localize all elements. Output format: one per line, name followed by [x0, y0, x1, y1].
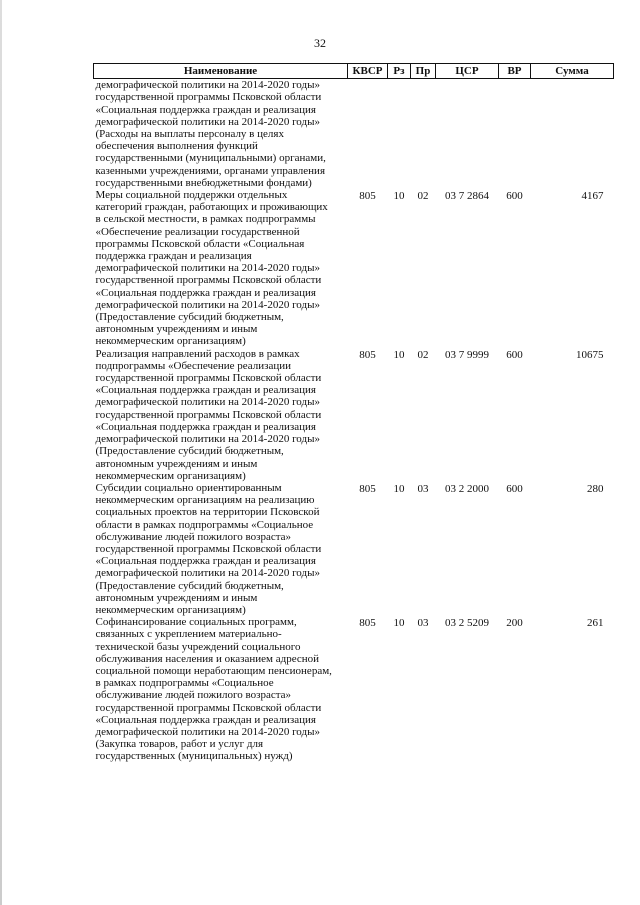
- page-number: 32: [314, 36, 326, 50]
- row-kvsr: 805: [359, 348, 376, 361]
- header-rz: Рз: [388, 64, 411, 79]
- header-csr: ЦСР: [436, 64, 499, 79]
- row-name: Меры социальной поддержки отдельных категорий граждан, работающих и проживающих в сельской местности, в рамках подпрограммы «Обеспечение реализации государственной программы Псковской области «Социальная поддержка граждан и реализация демографической политики на 2014-2020 годы» государственной программы Псковской области «Социальная поддержка граждан и реализация демографической политики на 2014-2020 годы» (Предоставление субсидий бюджетным, автономным учреждениям и иным некоммерческим организациям): [95, 189, 328, 348]
- header-kvsr: КВСР: [348, 64, 388, 79]
- row-csr: 03 2 5209: [445, 617, 489, 630]
- row-rz: [388, 79, 411, 189]
- row-vr: 600: [506, 190, 523, 203]
- header-pr: Пр: [411, 64, 436, 79]
- row-name: демографической политики на 2014-2020 годы» государственной программы Псковской области «Социальная поддержка граждан и реализация демографической политики на 2014-2020 годы» (Расходы на выплаты персоналу в целях обеспечения выполнения функций государственными (муниципальными) органами, казенными учреждениями, органами управления государственными внебюджетными фондами): [95, 79, 326, 189]
- row-kvsr: [348, 79, 388, 189]
- row-sum: 280: [587, 482, 604, 495]
- row-csr: 03 7 9999: [445, 348, 489, 361]
- header-vr: ВР: [499, 64, 531, 79]
- row-kvsr: 805: [359, 190, 376, 203]
- table-header: [94, 64, 614, 79]
- table-row: [94, 189, 614, 348]
- row-csr: 03 7 2864: [445, 190, 489, 203]
- row-sum: 261: [587, 617, 604, 630]
- row-name: Субсидии социально ориентированным некоммерческим организациям на реализацию социальных проектов на территории Псковской области в рамках подпрограммы «Социальное обслуживание людей пожилого возраста» государственной программы Псковской области «Социальная поддержка граждан и реализация демографической политики на 2014-2020 годы» (Предоставление субсидий бюджетным, автономным учреждениям и иным некоммерческим организациям): [95, 481, 322, 616]
- row-pr: 03: [417, 482, 429, 495]
- row-csr: [436, 79, 499, 189]
- row-name: Реализация направлений расходов в рамках подпрограммы «Обеспечение реализации государственной программы Псковской области «Социальная поддержка граждан и реализация демографической политики на 2014-2020 годы» государственной программы Псковской области «Социальная поддержка граждан и реализация демографической политики на 2014-2020 годы» (Предоставление субсидий бюджетным, автономным учреждениям и иным некоммерческим организациям): [95, 347, 322, 482]
- row-vr: 200: [506, 617, 523, 630]
- header-name: Наименование: [94, 64, 348, 79]
- row-kvsr: 805: [359, 482, 376, 495]
- table-row: [94, 79, 614, 189]
- header-sum: Сумма: [531, 64, 614, 79]
- row-rz: 10: [393, 617, 405, 630]
- row-rz: 10: [393, 190, 405, 203]
- table-body: [94, 79, 614, 763]
- row-pr: 02: [417, 348, 429, 361]
- row-csr: 03 2 2000: [445, 482, 489, 495]
- row-rz: 10: [393, 348, 405, 361]
- row-name: Софинансирование социальных программ, связанных с укреплением материально- технической базы учреждений социального обслуживания населения и оказанием адресной социальной помощи неработающим пенсионерам, в рамках подпрограммы «Социальное обслуживание людей пожилого возраста» государственной программы Псковской области «Социальная поддержка граждан и реализация демографической политики на 2014-2020 годы» (Закупка товаров, работ и услуг для государственных (муниципальных) нужд): [95, 616, 332, 763]
- row-vr: [499, 79, 531, 189]
- row-kvsr: 805: [359, 617, 376, 630]
- row-vr: 600: [506, 482, 523, 495]
- row-sum: [531, 79, 614, 189]
- row-vr: 600: [506, 348, 523, 361]
- row-sum: 4167: [581, 190, 604, 203]
- row-pr: 03: [417, 617, 429, 630]
- budget-table: [93, 63, 614, 763]
- table-row: [94, 348, 614, 482]
- row-pr: [411, 79, 436, 189]
- table-row: [94, 482, 614, 616]
- table-row: [94, 616, 614, 762]
- row-sum: 10675: [576, 348, 604, 361]
- row-rz: 10: [393, 482, 405, 495]
- row-pr: 02: [417, 190, 429, 203]
- scan-edge: [0, 0, 2, 905]
